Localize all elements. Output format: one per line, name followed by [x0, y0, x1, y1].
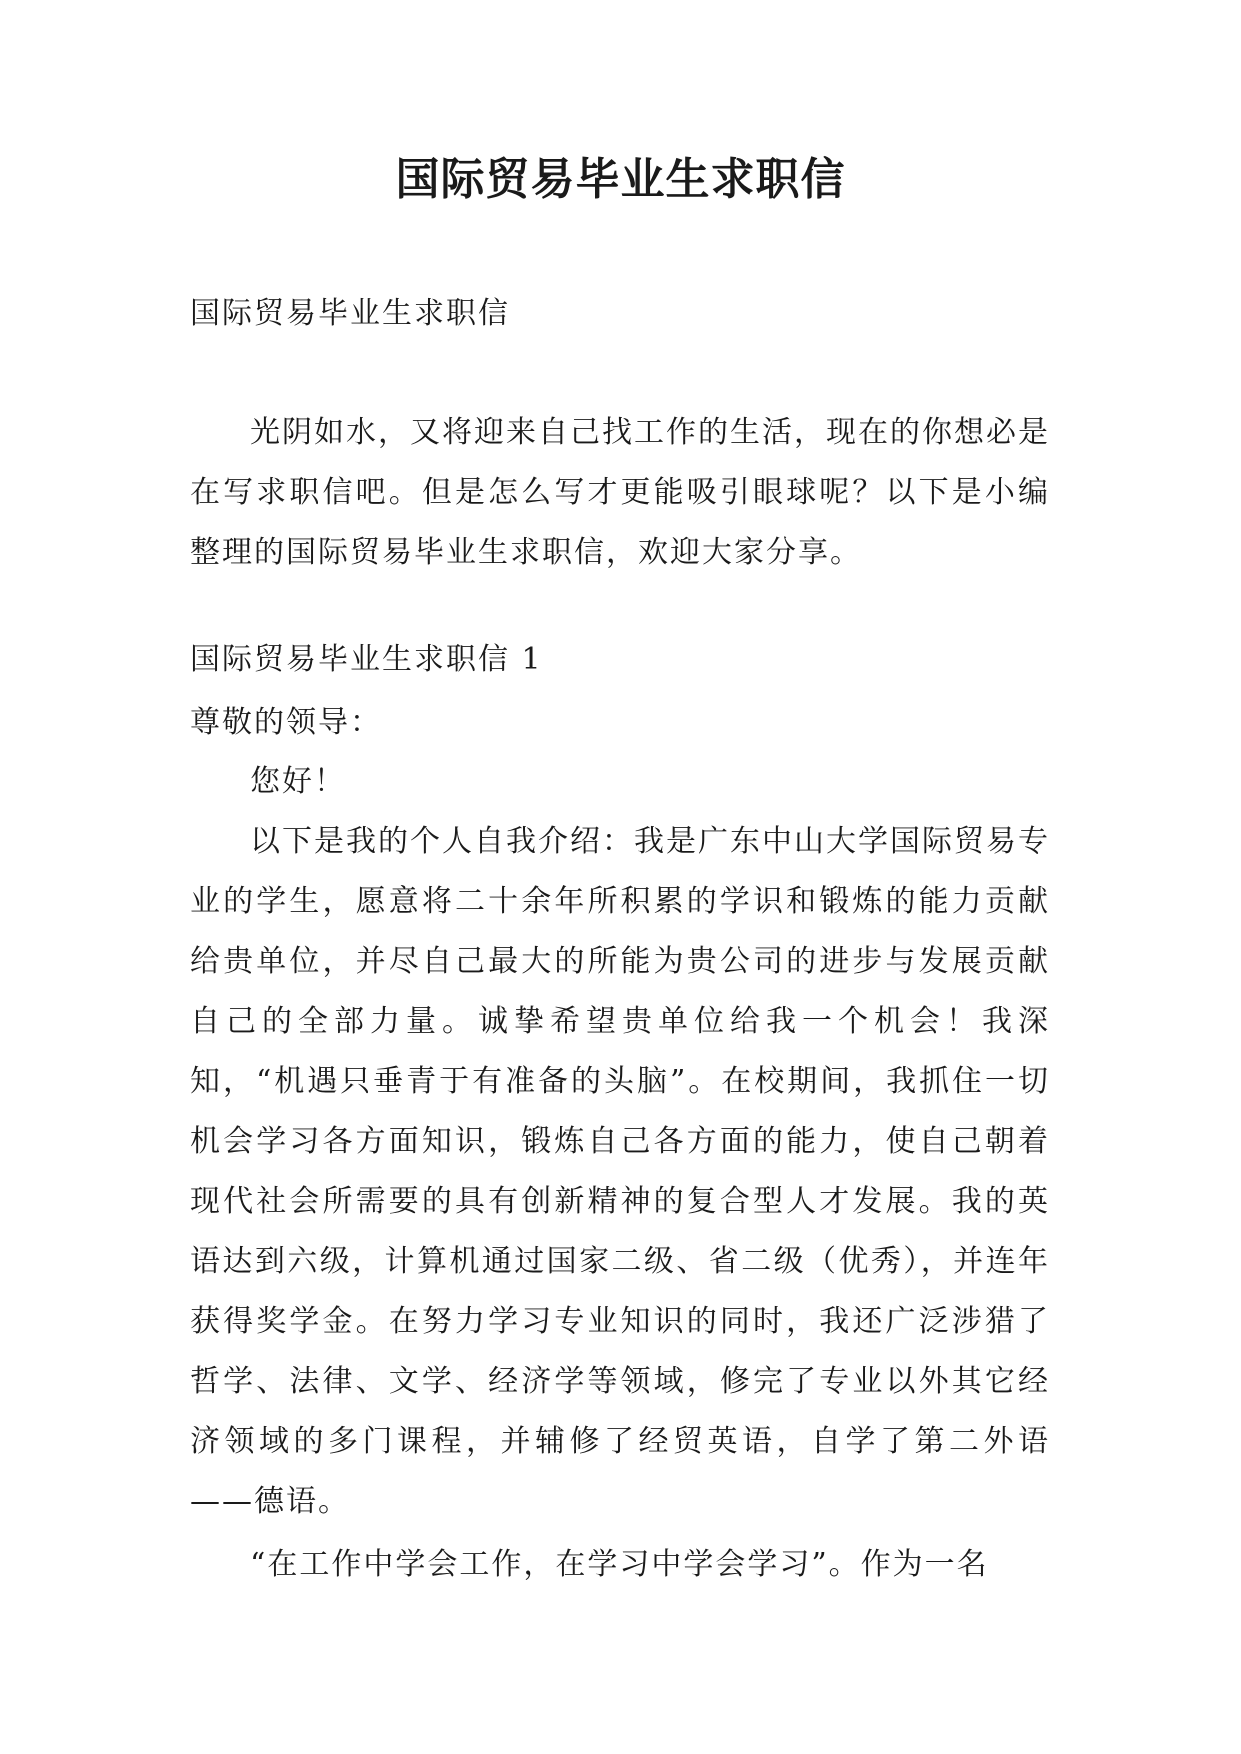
body-paragraph-2	[190, 1535, 1050, 1595]
section-heading: 国际贸易毕业生求职信 1	[190, 642, 543, 677]
paragraph-2-text: “在工作中学会工作，在学习中学会学习”。作为一名	[250, 1547, 989, 1582]
body-paragraph-1	[190, 812, 1050, 1532]
intro-paragraph	[190, 403, 1050, 583]
intro-text: 光阴如水，又将迎来自己找工作的生活，现在的你想必是在写求职信吧。但是怎么写才更能吸引眼球呢？以下是小编整理的国际贸易毕业生求职信，欢迎大家分享。	[190, 415, 1050, 570]
paragraph-1-text: 以下是我的个人自我介绍：我是广东中山大学国际贸易专业的学生，愿意将二十余年所积累的学识和锻炼的能力贡献给贵单位，并尽自己最大的所能为贵公司的进步与发展贡献自己的全部力量。诚挚希望贵单位给我一个机会！我深知，“机遇只垂青于有准备的头脑”。在校期间，我抓住一切机会学习各方面知识，锻炼自己各方面的能力，使自己朝着现代社会所需要的具有创新精神的复合型人才发展。我的英语达到六级，计算机通过国家二级、省二级（优秀），并连年获得奖学金。在努力学习专业知识的同时，我还广泛涉猎了哲学、法律、文学、经济学等领域，修完了专业以外其它经济领域的多门课程，并辅修了经贸英语，自学了第二外语——德语。	[190, 824, 1050, 1519]
document-title: 国际贸易毕业生求职信	[395, 154, 846, 205]
document-subtitle: 国际贸易毕业生求职信	[190, 296, 510, 331]
greeting: 您好！	[250, 764, 346, 799]
salutation: 尊敬的领导：	[190, 705, 382, 740]
